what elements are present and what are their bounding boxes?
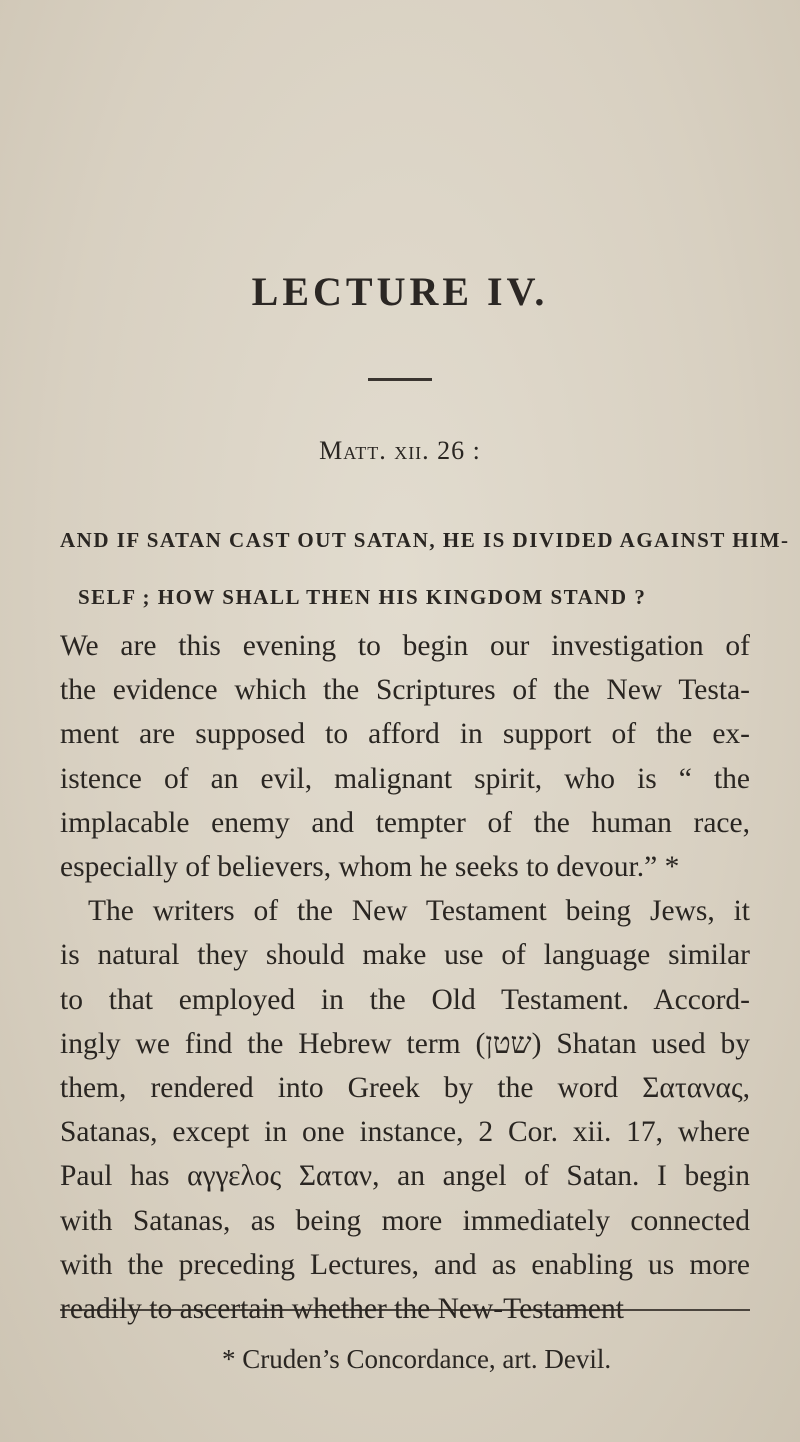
body-line: ment are supposed to afford in support of the ex- — [60, 718, 750, 751]
body-line: the evidence which the Scriptures of the New Testa- — [60, 674, 750, 707]
body-line: readily to ascertain whether the New-Testament — [60, 1293, 624, 1325]
body-line: The writers of the New Testament being Jews, it — [88, 895, 750, 928]
body-line: ingly we find the Hebrew term (שטן) Shatan used by — [60, 1027, 751, 1060]
epigraph-line-1: AND IF SATAN CAST OUT SATAN, HE IS DIVIDED AGAINST HIM- — [60, 528, 790, 552]
epigraph-line-2: SELF ; HOW SHALL THEN HIS KINGDOM STAND ? — [78, 585, 647, 609]
body-line: Satanas, except in one instance, 2 Cor. xii. 17, where — [60, 1116, 750, 1149]
lecture-heading: LECTURE IV. — [251, 269, 549, 314]
body-line: We are this evening to begin our investigation of — [60, 630, 750, 662]
body-line: is natural they should make use of language similar — [60, 939, 750, 972]
body-line: especially of believers, whom he seeks to devour.” * — [60, 851, 680, 883]
body-line: to that employed in the Old Testament. Accord- — [60, 983, 750, 1016]
heading-rule — [368, 378, 432, 381]
scripture-reference — [0, 436, 800, 466]
footnote: * Cruden’s Concordance, art. Devil. — [222, 1344, 612, 1374]
body-line: with the preceding Lectures, and as enabling us more — [60, 1248, 750, 1281]
body-line: istence of an evil, malignant spirit, who is “ the — [60, 762, 750, 795]
body-line: Paul has αγγελος Σαταν, an angel of Satan. I begin — [60, 1160, 750, 1193]
reference-text: Matt. xii. 26 : — [319, 436, 481, 465]
body-line: them, rendered into Greek by the word Σατανας, — [60, 1072, 750, 1104]
body-line: implacable enemy and tempter of the human race, — [60, 806, 750, 839]
body-line: with Satanas, as being more immediately connected — [60, 1204, 750, 1237]
